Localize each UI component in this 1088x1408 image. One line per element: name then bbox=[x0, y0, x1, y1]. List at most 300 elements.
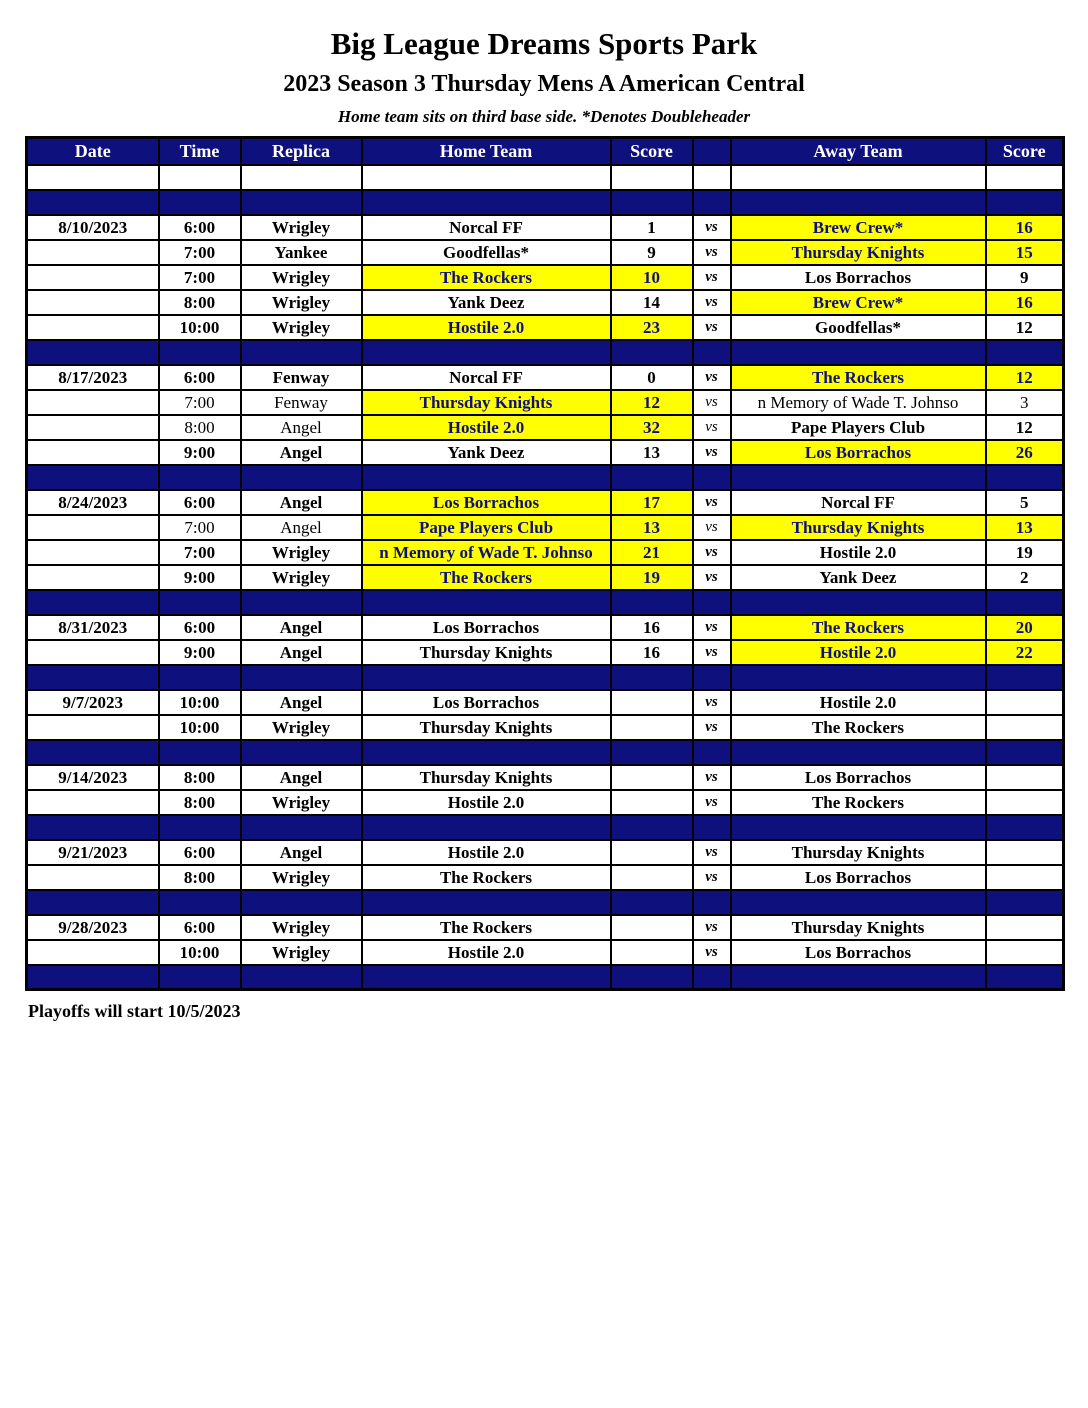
away-team-cell bbox=[731, 865, 986, 890]
game-row bbox=[27, 215, 1064, 240]
away-score-cell-text: 2 bbox=[1020, 567, 1029, 587]
spacer-cell bbox=[611, 340, 693, 365]
spacer-row bbox=[27, 815, 1064, 840]
game-row bbox=[27, 840, 1064, 865]
time-cell bbox=[159, 440, 241, 465]
schedule-table bbox=[25, 136, 1065, 991]
date-cell bbox=[27, 840, 159, 865]
date-cell bbox=[27, 865, 159, 890]
home-team-cell bbox=[362, 765, 611, 790]
vs-cell bbox=[693, 565, 731, 590]
game-row bbox=[27, 440, 1064, 465]
home-score-cell-text: 19 bbox=[643, 567, 660, 587]
replica-cell bbox=[241, 440, 362, 465]
time-cell-text: 6:00 bbox=[183, 217, 216, 237]
home-team-cell bbox=[362, 390, 611, 415]
spacer-cell bbox=[611, 190, 693, 215]
spacer-cell bbox=[27, 590, 159, 615]
spacer-cell bbox=[362, 965, 611, 990]
date-cell-text: 8/10/2023 bbox=[58, 217, 128, 237]
spacer-cell bbox=[241, 665, 362, 690]
time-cell bbox=[159, 490, 241, 515]
spacer-row bbox=[27, 465, 1064, 490]
away-team-cell-text: Pape Players Club bbox=[790, 417, 926, 437]
spacer-cell bbox=[159, 890, 241, 915]
spacer-cell bbox=[27, 465, 159, 490]
replica-cell bbox=[241, 940, 362, 965]
date-cell-text: 9/7/2023 bbox=[62, 692, 123, 712]
col-header-home-team: Home Team bbox=[362, 138, 611, 165]
vs-cell bbox=[693, 440, 731, 465]
replica-cell bbox=[241, 240, 362, 265]
away-team-cell-text: Thursday Knights bbox=[791, 917, 925, 937]
away-score-cell-text: 9 bbox=[1020, 267, 1029, 287]
home-score-cell bbox=[611, 715, 693, 740]
vs-cell bbox=[693, 515, 731, 540]
time-cell bbox=[159, 265, 241, 290]
spacer-cell bbox=[27, 190, 159, 215]
home-score-cell-text: 13 bbox=[643, 517, 660, 537]
home-team-cell bbox=[362, 565, 611, 590]
replica-cell bbox=[241, 715, 362, 740]
vs-cell bbox=[693, 640, 731, 665]
game-row bbox=[27, 865, 1064, 890]
spacer-row bbox=[27, 340, 1064, 365]
vs-cell-text: vs bbox=[705, 418, 718, 435]
away-team-cell-text: Hostile 2.0 bbox=[819, 642, 897, 662]
spacer-cell bbox=[611, 815, 693, 840]
vs-cell-text: vs bbox=[705, 718, 718, 735]
replica-cell-text: Angel bbox=[279, 642, 323, 662]
away-score-cell-text: 13 bbox=[1015, 517, 1033, 537]
vs-cell-text: vs bbox=[705, 243, 718, 260]
spacer-cell bbox=[731, 465, 986, 490]
spacer-cell bbox=[159, 340, 241, 365]
spacer-cell bbox=[611, 890, 693, 915]
time-cell-text: 6:00 bbox=[183, 917, 216, 937]
home-score-cell-text: 12 bbox=[643, 392, 660, 412]
game-row bbox=[27, 390, 1064, 415]
time-cell bbox=[159, 790, 241, 815]
away-score-cell bbox=[986, 715, 1064, 740]
away-score-cell bbox=[986, 940, 1064, 965]
spacer-cell bbox=[986, 815, 1064, 840]
time-cell bbox=[159, 640, 241, 665]
spacer-row bbox=[27, 965, 1064, 990]
time-cell bbox=[159, 615, 241, 640]
date-cell-text: 9/14/2023 bbox=[58, 767, 128, 787]
home-score-cell bbox=[611, 415, 693, 440]
spacer-cell bbox=[611, 665, 693, 690]
time-cell bbox=[159, 315, 241, 340]
away-team-cell bbox=[731, 690, 986, 715]
home-team-cell-text: Los Borrachos bbox=[432, 492, 540, 512]
spacer-cell bbox=[693, 965, 731, 990]
home-score-cell bbox=[611, 865, 693, 890]
spacer-cell bbox=[362, 815, 611, 840]
time-cell-text: 8:00 bbox=[183, 767, 216, 787]
spacer-cell bbox=[986, 890, 1064, 915]
away-score-cell bbox=[986, 690, 1064, 715]
away-score-cell-text: 5 bbox=[1020, 492, 1029, 512]
vs-cell-text: vs bbox=[705, 543, 718, 560]
time-cell bbox=[159, 690, 241, 715]
away-score-cell bbox=[986, 490, 1064, 515]
home-score-cell bbox=[611, 915, 693, 940]
away-team-cell-text: The Rockers bbox=[811, 617, 905, 637]
away-team-cell-text: n Memory of Wade T. Johnso bbox=[757, 392, 959, 412]
home-team-cell-text: Yank Deez bbox=[447, 442, 525, 462]
page-header bbox=[0, 24, 1088, 128]
replica-cell bbox=[241, 215, 362, 240]
spacer-cell bbox=[693, 590, 731, 615]
vs-cell-text: vs bbox=[705, 218, 718, 235]
spacer-cell bbox=[362, 465, 611, 490]
home-score-cell bbox=[611, 790, 693, 815]
replica-cell bbox=[241, 290, 362, 315]
home-team-cell bbox=[362, 940, 611, 965]
date-cell bbox=[27, 365, 159, 390]
vs-cell bbox=[693, 290, 731, 315]
spacer-cell bbox=[159, 740, 241, 765]
home-score-cell-text: 0 bbox=[647, 367, 656, 387]
empty-row bbox=[27, 165, 1064, 190]
spacer-cell bbox=[159, 815, 241, 840]
vs-cell bbox=[693, 415, 731, 440]
away-team-cell bbox=[731, 415, 986, 440]
away-team-cell bbox=[731, 640, 986, 665]
date-cell bbox=[27, 940, 159, 965]
home-team-cell-text: Thursday Knights bbox=[419, 767, 553, 787]
vs-cell bbox=[693, 315, 731, 340]
col-header-replica: Replica bbox=[241, 138, 362, 165]
date-cell bbox=[27, 640, 159, 665]
spacer-cell bbox=[362, 590, 611, 615]
home-score-cell bbox=[611, 440, 693, 465]
time-cell bbox=[159, 515, 241, 540]
home-score-cell bbox=[611, 565, 693, 590]
spacer-cell bbox=[693, 465, 731, 490]
spacer-cell bbox=[611, 965, 693, 990]
date-cell-text: 8/31/2023 bbox=[58, 617, 128, 637]
spacer-cell bbox=[986, 590, 1064, 615]
away-team-cell bbox=[731, 915, 986, 940]
vs-cell bbox=[693, 490, 731, 515]
spacer-cell bbox=[27, 665, 159, 690]
home-score-cell bbox=[611, 215, 693, 240]
replica-cell-text: Angel bbox=[279, 492, 323, 512]
time-cell-text: 7:00 bbox=[183, 242, 216, 262]
home-team-cell bbox=[362, 640, 611, 665]
replica-cell bbox=[241, 415, 362, 440]
away-score-cell-text: 20 bbox=[1015, 617, 1033, 637]
spacer-cell bbox=[611, 590, 693, 615]
away-score-cell bbox=[986, 615, 1064, 640]
time-cell bbox=[159, 715, 241, 740]
replica-cell-text: Wrigley bbox=[271, 317, 331, 337]
home-team-cell-text: Los Borrachos bbox=[432, 692, 540, 712]
home-score-cell-text: 32 bbox=[643, 417, 660, 437]
home-team-cell-text: n Memory of Wade T. Johnso bbox=[379, 542, 593, 562]
replica-cell-text: Wrigley bbox=[271, 292, 331, 312]
col-header-home-score: Score bbox=[611, 138, 693, 165]
vs-cell-text: vs bbox=[705, 518, 718, 535]
replica-cell bbox=[241, 540, 362, 565]
away-score-cell-text: 12 bbox=[1015, 317, 1033, 337]
away-score-cell bbox=[986, 215, 1064, 240]
home-score-cell-text: 21 bbox=[643, 542, 660, 562]
away-team-cell-text: Brew Crew* bbox=[812, 217, 904, 237]
home-score-cell-text: 1 bbox=[647, 217, 656, 237]
home-team-cell bbox=[362, 615, 611, 640]
home-team-cell bbox=[362, 915, 611, 940]
replica-cell-text: Wrigley bbox=[271, 917, 331, 937]
away-team-cell-text: The Rockers bbox=[811, 367, 905, 387]
home-team-cell bbox=[362, 790, 611, 815]
vs-cell-text: vs bbox=[705, 918, 718, 935]
replica-cell bbox=[241, 515, 362, 540]
page-title: Big League Dreams Sports Park bbox=[330, 26, 758, 61]
replica-cell-text: Angel bbox=[279, 842, 323, 862]
away-team-cell bbox=[731, 265, 986, 290]
replica-cell-text: Yankee bbox=[274, 242, 328, 262]
vs-cell-text: vs bbox=[705, 568, 718, 585]
away-score-cell bbox=[986, 365, 1064, 390]
away-team-cell bbox=[731, 790, 986, 815]
col-header-time: Time bbox=[159, 138, 241, 165]
header-row bbox=[27, 138, 1064, 165]
empty-cell bbox=[362, 165, 611, 190]
away-score-cell bbox=[986, 790, 1064, 815]
date-cell-text: 9/28/2023 bbox=[58, 917, 128, 937]
away-score-cell bbox=[986, 865, 1064, 890]
away-score-cell-text: 15 bbox=[1015, 242, 1033, 262]
home-score-cell bbox=[611, 765, 693, 790]
vs-cell-text: vs bbox=[705, 443, 718, 460]
vs-cell-text: vs bbox=[705, 843, 718, 860]
home-score-cell-text: 16 bbox=[643, 642, 660, 662]
spacer-cell bbox=[241, 740, 362, 765]
game-row bbox=[27, 765, 1064, 790]
time-cell-text: 10:00 bbox=[179, 692, 220, 712]
vs-cell-text: vs bbox=[705, 368, 718, 385]
time-cell-text: 8:00 bbox=[183, 292, 216, 312]
spacer-cell bbox=[241, 465, 362, 490]
away-score-cell bbox=[986, 240, 1064, 265]
spacer-cell bbox=[362, 665, 611, 690]
vs-cell-text: vs bbox=[705, 618, 718, 635]
spacer-cell bbox=[731, 590, 986, 615]
home-team-cell bbox=[362, 865, 611, 890]
spacer-cell bbox=[986, 665, 1064, 690]
home-team-cell-text: The Rockers bbox=[439, 267, 533, 287]
home-team-cell-text: Thursday Knights bbox=[419, 717, 553, 737]
date-cell bbox=[27, 515, 159, 540]
game-row bbox=[27, 790, 1064, 815]
home-score-cell-text: 16 bbox=[643, 617, 660, 637]
page-subtitle: 2023 Season 3 Thursday Mens A American Central bbox=[283, 71, 805, 97]
away-score-cell-text: 19 bbox=[1015, 542, 1033, 562]
time-cell-text: 7:00 bbox=[184, 392, 215, 412]
replica-cell-text: Angel bbox=[280, 517, 322, 537]
game-row bbox=[27, 715, 1064, 740]
home-team-cell bbox=[362, 265, 611, 290]
replica-cell-text: Wrigley bbox=[271, 567, 331, 587]
spacer-cell bbox=[611, 465, 693, 490]
date-cell bbox=[27, 765, 159, 790]
date-cell bbox=[27, 215, 159, 240]
empty-cell bbox=[241, 165, 362, 190]
away-team-cell-text: Hostile 2.0 bbox=[819, 542, 897, 562]
game-row bbox=[27, 940, 1064, 965]
home-score-cell bbox=[611, 265, 693, 290]
away-team-cell bbox=[731, 365, 986, 390]
spacer-cell bbox=[693, 815, 731, 840]
away-team-cell bbox=[731, 490, 986, 515]
home-score-cell bbox=[611, 690, 693, 715]
home-score-cell bbox=[611, 540, 693, 565]
replica-cell bbox=[241, 915, 362, 940]
home-team-cell bbox=[362, 490, 611, 515]
vs-cell-text: vs bbox=[705, 768, 718, 785]
home-team-cell-text: The Rockers bbox=[439, 567, 533, 587]
away-team-cell-text: Los Borrachos bbox=[804, 767, 912, 787]
away-score-cell bbox=[986, 515, 1064, 540]
time-cell-text: 6:00 bbox=[183, 842, 216, 862]
game-row bbox=[27, 265, 1064, 290]
away-score-cell bbox=[986, 540, 1064, 565]
away-score-cell bbox=[986, 415, 1064, 440]
replica-cell-text: Wrigley bbox=[271, 942, 331, 962]
away-team-cell bbox=[731, 615, 986, 640]
date-cell-text: 8/17/2023 bbox=[58, 367, 128, 387]
home-score-cell-text: 10 bbox=[643, 267, 660, 287]
away-team-cell bbox=[731, 240, 986, 265]
replica-cell-text: Wrigley bbox=[271, 867, 331, 887]
away-score-cell-text: 16 bbox=[1015, 292, 1033, 312]
date-cell bbox=[27, 440, 159, 465]
date-cell bbox=[27, 415, 159, 440]
vs-cell-text: vs bbox=[705, 393, 718, 410]
spacer-cell bbox=[986, 740, 1064, 765]
away-team-cell-text: The Rockers bbox=[811, 792, 905, 812]
away-team-cell bbox=[731, 565, 986, 590]
replica-cell bbox=[241, 640, 362, 665]
date-cell-text: 8/24/2023 bbox=[58, 492, 128, 512]
col-header-date: Date bbox=[27, 138, 159, 165]
time-cell-text: 9:00 bbox=[183, 642, 216, 662]
spacer-cell bbox=[731, 815, 986, 840]
time-cell bbox=[159, 840, 241, 865]
vs-cell bbox=[693, 690, 731, 715]
vs-cell bbox=[693, 240, 731, 265]
empty-cell bbox=[731, 165, 986, 190]
away-score-cell bbox=[986, 765, 1064, 790]
spacer-cell bbox=[159, 965, 241, 990]
time-cell-text: 6:00 bbox=[183, 367, 216, 387]
vs-cell bbox=[693, 790, 731, 815]
away-team-cell-text: Los Borrachos bbox=[804, 442, 912, 462]
home-team-cell bbox=[362, 515, 611, 540]
spacer-cell bbox=[27, 815, 159, 840]
vs-cell bbox=[693, 865, 731, 890]
home-score-cell bbox=[611, 315, 693, 340]
replica-cell-text: Wrigley bbox=[271, 717, 331, 737]
spacer-cell bbox=[986, 340, 1064, 365]
spacer-cell bbox=[986, 465, 1064, 490]
away-team-cell-text: Brew Crew* bbox=[812, 292, 904, 312]
away-team-cell bbox=[731, 215, 986, 240]
home-score-cell bbox=[611, 240, 693, 265]
home-team-cell bbox=[362, 715, 611, 740]
away-team-cell bbox=[731, 840, 986, 865]
spacer-cell bbox=[241, 965, 362, 990]
time-cell bbox=[159, 940, 241, 965]
home-score-cell-text: 13 bbox=[643, 442, 660, 462]
vs-cell bbox=[693, 365, 731, 390]
home-team-cell-text: Hostile 2.0 bbox=[447, 842, 525, 862]
home-team-cell-text: Hostile 2.0 bbox=[447, 942, 525, 962]
home-team-cell bbox=[362, 240, 611, 265]
home-score-cell bbox=[611, 390, 693, 415]
game-row bbox=[27, 365, 1064, 390]
replica-cell-text: Angel bbox=[279, 692, 323, 712]
vs-cell-text: vs bbox=[705, 943, 718, 960]
away-score-cell-text: 22 bbox=[1015, 642, 1033, 662]
replica-cell bbox=[241, 790, 362, 815]
time-cell bbox=[159, 915, 241, 940]
away-team-cell-text: Thursday Knights bbox=[791, 242, 925, 262]
away-score-cell-text: 12 bbox=[1015, 367, 1033, 387]
away-team-cell bbox=[731, 290, 986, 315]
time-cell-text: 8:00 bbox=[183, 792, 216, 812]
away-team-cell bbox=[731, 540, 986, 565]
home-score-cell bbox=[611, 615, 693, 640]
home-team-cell-text: Hostile 2.0 bbox=[447, 317, 525, 337]
spacer-cell bbox=[693, 665, 731, 690]
home-team-cell-text: The Rockers bbox=[439, 917, 533, 937]
time-cell bbox=[159, 765, 241, 790]
schedule-body bbox=[27, 165, 1064, 990]
game-row bbox=[27, 490, 1064, 515]
vs-cell bbox=[693, 540, 731, 565]
spacer-cell bbox=[693, 340, 731, 365]
time-cell bbox=[159, 565, 241, 590]
date-cell bbox=[27, 290, 159, 315]
away-team-cell-text: Goodfellas* bbox=[815, 317, 901, 337]
spacer-cell bbox=[241, 190, 362, 215]
vs-cell-text: vs bbox=[705, 868, 718, 885]
vs-cell-text: vs bbox=[705, 493, 718, 510]
home-team-cell-text: Norcal FF bbox=[449, 367, 523, 387]
home-score-cell-text: 17 bbox=[643, 492, 660, 512]
home-team-cell bbox=[362, 315, 611, 340]
replica-cell-text: Fenway bbox=[274, 392, 328, 412]
date-cell bbox=[27, 615, 159, 640]
spacer-cell bbox=[731, 340, 986, 365]
time-cell-text: 6:00 bbox=[183, 617, 216, 637]
away-team-cell bbox=[731, 390, 986, 415]
empty-cell bbox=[986, 165, 1064, 190]
time-cell-text: 8:00 bbox=[183, 867, 216, 887]
home-team-cell-text: Thursday Knights bbox=[419, 642, 553, 662]
replica-cell bbox=[241, 840, 362, 865]
vs-cell bbox=[693, 615, 731, 640]
home-score-cell-text: 14 bbox=[643, 292, 660, 312]
home-score-cell bbox=[611, 515, 693, 540]
time-cell-text: 8:00 bbox=[184, 417, 215, 437]
home-score-cell bbox=[611, 490, 693, 515]
